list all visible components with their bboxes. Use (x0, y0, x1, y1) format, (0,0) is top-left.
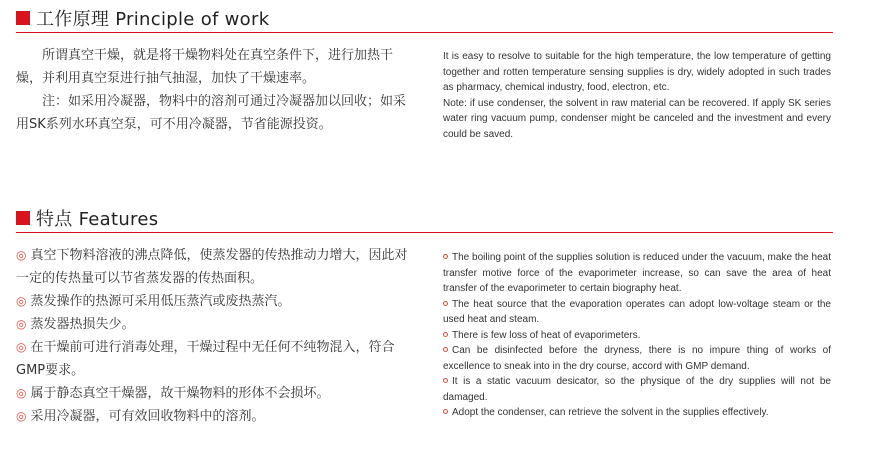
feature-zh-text: 属于静态真空干燥器，故干燥物料的形体不会损坏。 (30, 386, 330, 401)
list-item (16, 336, 408, 382)
feature-en-text: There is few loss of heat of evaporimeters. (452, 329, 641, 341)
principle-zh-paragraph-1: 所谓真空干燥，就是将干燥物料处在真空条件下，进行加热干燥，并利用真空泵进行抽气抽湿，加快了干燥速率。 (16, 48, 394, 86)
red-square-marker (16, 11, 30, 25)
section-divider (16, 32, 833, 33)
list-item (443, 405, 831, 421)
list-item (16, 382, 408, 405)
circle-bullet-icon (443, 301, 448, 306)
principle-title: 工作原理 Principle of work (36, 9, 270, 30)
feature-zh-text: 蒸发器热损失少。 (30, 317, 135, 332)
circle-bullet-icon (443, 378, 448, 383)
principle-zh-text (16, 44, 408, 136)
feature-en-text: It is a static vacuum desicator, so the physique of the dry supplies will not be damaged. (443, 376, 831, 403)
list-item (443, 297, 831, 328)
list-item (16, 244, 408, 290)
circle-bullet-icon (443, 409, 448, 414)
principle-en-paragraph-1: It is easy to resolve to suitable for the high temperature, the low temperature of getting together and rotten temperature sensing supplies is dry, widely adopted in such trades as pharmacy, chemical industry, food, electron, etc. (443, 51, 831, 93)
list-item (16, 290, 408, 313)
circle-bullet-icon: ◎ (16, 409, 27, 423)
principle-zh-paragraph-2: 注：如采用冷凝器，物料中的溶剂可通过冷凝器加以回收；如采用SK系列水环真空泵，可不用冷凝器，节省能源投资。 (16, 94, 407, 132)
list-item (16, 405, 408, 428)
features-section (16, 206, 833, 424)
circle-bullet-icon: ◎ (16, 386, 27, 400)
feature-zh-text: 在干燥前可进行消毒处理，干燥过程中无任何不纯物混入，符合GMP要求。 (16, 340, 395, 378)
features-title: 特点 Features (36, 209, 159, 230)
feature-en-text: Can be disinfected before the dryness, there is no impure thing of works of excellence to sneak into in the dry course, accord with GMP demand. (443, 345, 831, 372)
circle-bullet-icon: ◎ (16, 340, 27, 354)
list-item (16, 313, 408, 336)
list-item (443, 343, 831, 374)
circle-bullet-icon: ◎ (16, 317, 27, 331)
features-en-list (443, 250, 831, 421)
list-item (443, 328, 831, 344)
circle-bullet-icon (443, 347, 448, 352)
list-item (443, 374, 831, 405)
red-square-marker (16, 211, 30, 225)
circle-bullet-icon: ◎ (16, 294, 27, 308)
feature-en-text: The heat source that the evaporation operates can adopt low-voltage steam or the used heat and steam. (443, 298, 831, 325)
feature-zh-text: 真空下物料溶液的沸点降低，使蒸发器的传热推动力增大，因此对一定的传热量可以节省蒸发器的传热面积。 (16, 248, 408, 286)
circle-bullet-icon (443, 254, 448, 259)
principle-en-paragraph-2: Note: if use condenser, the solvent in raw material can be recovered. If apply SK series water ring vacuum pump, condenser might be canceled and the investment and every could be saved. (443, 97, 831, 140)
feature-zh-text: 采用冷凝器，可有效回收物料中的溶剂。 (30, 409, 265, 424)
feature-en-text: The boiling point of the supplies solution is reduced under the vacuum, make the heat transfer motive force of the evaporimeter increase, so can save the area of heat transfer of the evaporimeter to certain biography heat. (443, 252, 831, 294)
feature-en-text: Adopt the condenser, can retrieve the solvent in the supplies effectively. (452, 407, 769, 418)
principle-section (16, 6, 833, 140)
principle-en-text (443, 49, 831, 142)
features-heading (16, 206, 833, 230)
list-item (443, 250, 831, 297)
circle-bullet-icon (443, 332, 448, 337)
circle-bullet-icon: ◎ (16, 248, 27, 262)
features-zh-list (16, 244, 408, 428)
section-divider (16, 232, 833, 233)
principle-heading (16, 6, 833, 30)
feature-zh-text: 蒸发操作的热源可采用低压蒸汽或废热蒸汽。 (30, 294, 291, 309)
